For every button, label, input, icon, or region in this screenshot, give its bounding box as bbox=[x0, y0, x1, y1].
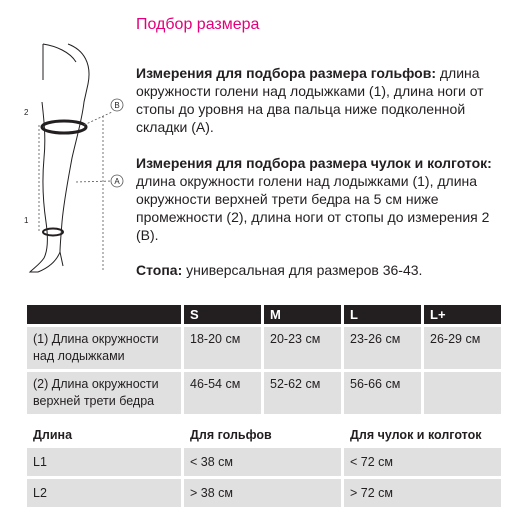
golf-measurements-heading: Измерения для подбора размера гольфов: bbox=[136, 65, 436, 81]
stocking-measurements-heading: Измерения для подбора размера чулок и колготок: bbox=[136, 155, 492, 171]
cell-thigh-s: 46-54 см bbox=[184, 372, 261, 414]
cell-ankle-l: 23-26 см bbox=[344, 327, 421, 369]
golf-measurements-body: длина окружности голени над лодыжками (1), длина ноги от стопы до уровня на два пальца ниже подколенной складки (А). bbox=[136, 65, 484, 135]
marker-2-label: 2 bbox=[24, 108, 29, 117]
length-label-l2: L2 bbox=[27, 479, 181, 507]
table-row bbox=[27, 372, 501, 414]
row-label-thigh: (2) Длина окружности верхней трети бедра bbox=[27, 372, 181, 414]
length-header-length: Длина bbox=[33, 428, 73, 442]
length-header-stocking: Для чулок и колготок bbox=[350, 428, 482, 442]
stocking-measurements-text bbox=[136, 154, 508, 244]
marker-1-label: 1 bbox=[24, 216, 29, 225]
length-stocking-l2: > 72 см bbox=[344, 479, 501, 507]
length-label-l1: L1 bbox=[27, 448, 181, 476]
table-row bbox=[27, 448, 501, 476]
size-header-m: M bbox=[264, 305, 341, 324]
circle-marker-a bbox=[111, 175, 123, 187]
ankle-measure-band bbox=[43, 229, 63, 236]
cell-ankle-m: 20-23 см bbox=[264, 327, 341, 369]
length-table bbox=[24, 422, 504, 510]
cell-ankle-l-plus: 26-29 см bbox=[424, 327, 501, 369]
size-table bbox=[24, 302, 504, 417]
length-header-golf: Для гольфов bbox=[190, 428, 272, 442]
size-header-l: L bbox=[344, 305, 421, 324]
length-golf-l2: > 38 см bbox=[184, 479, 341, 507]
cell-thigh-l-plus bbox=[424, 372, 501, 414]
page-title: Подбор размера bbox=[136, 16, 260, 33]
stocking-measurements-body: длина окружности голени над лодыжками (1), длина окружности верхней трети бедра на 5 см ниже промежности (2), длина ноги от стопы до измерения 2 (В). bbox=[136, 173, 490, 243]
marker-b-label: B bbox=[114, 101, 120, 110]
cell-thigh-l: 56-66 см bbox=[344, 372, 421, 414]
golf-measurements-text bbox=[136, 64, 508, 136]
cell-thigh-m: 52-62 см bbox=[264, 372, 341, 414]
length-guides bbox=[39, 112, 112, 270]
size-header-s: S bbox=[184, 305, 261, 324]
row-label-ankle: (1) Длина окружности над лодыжками bbox=[27, 327, 181, 369]
circle-marker-b bbox=[111, 99, 123, 111]
marker-a-label: A bbox=[114, 177, 120, 186]
size-header-l-plus: L+ bbox=[424, 305, 501, 324]
table-row bbox=[27, 479, 501, 507]
length-table-header-row bbox=[27, 425, 501, 445]
size-header-blank bbox=[27, 305, 181, 324]
table-row bbox=[27, 327, 501, 369]
foot-size-heading: Стопа: bbox=[136, 262, 183, 278]
length-stocking-l1: < 72 см bbox=[344, 448, 501, 476]
foot-size-body: универсальная для размеров 36-43. bbox=[182, 262, 423, 278]
cell-ankle-s: 18-20 см bbox=[184, 327, 261, 369]
size-table-header-row bbox=[27, 305, 501, 324]
foot-size-text bbox=[136, 261, 508, 279]
leg-measurement-diagram bbox=[10, 40, 132, 280]
length-golf-l1: < 38 см bbox=[184, 448, 341, 476]
